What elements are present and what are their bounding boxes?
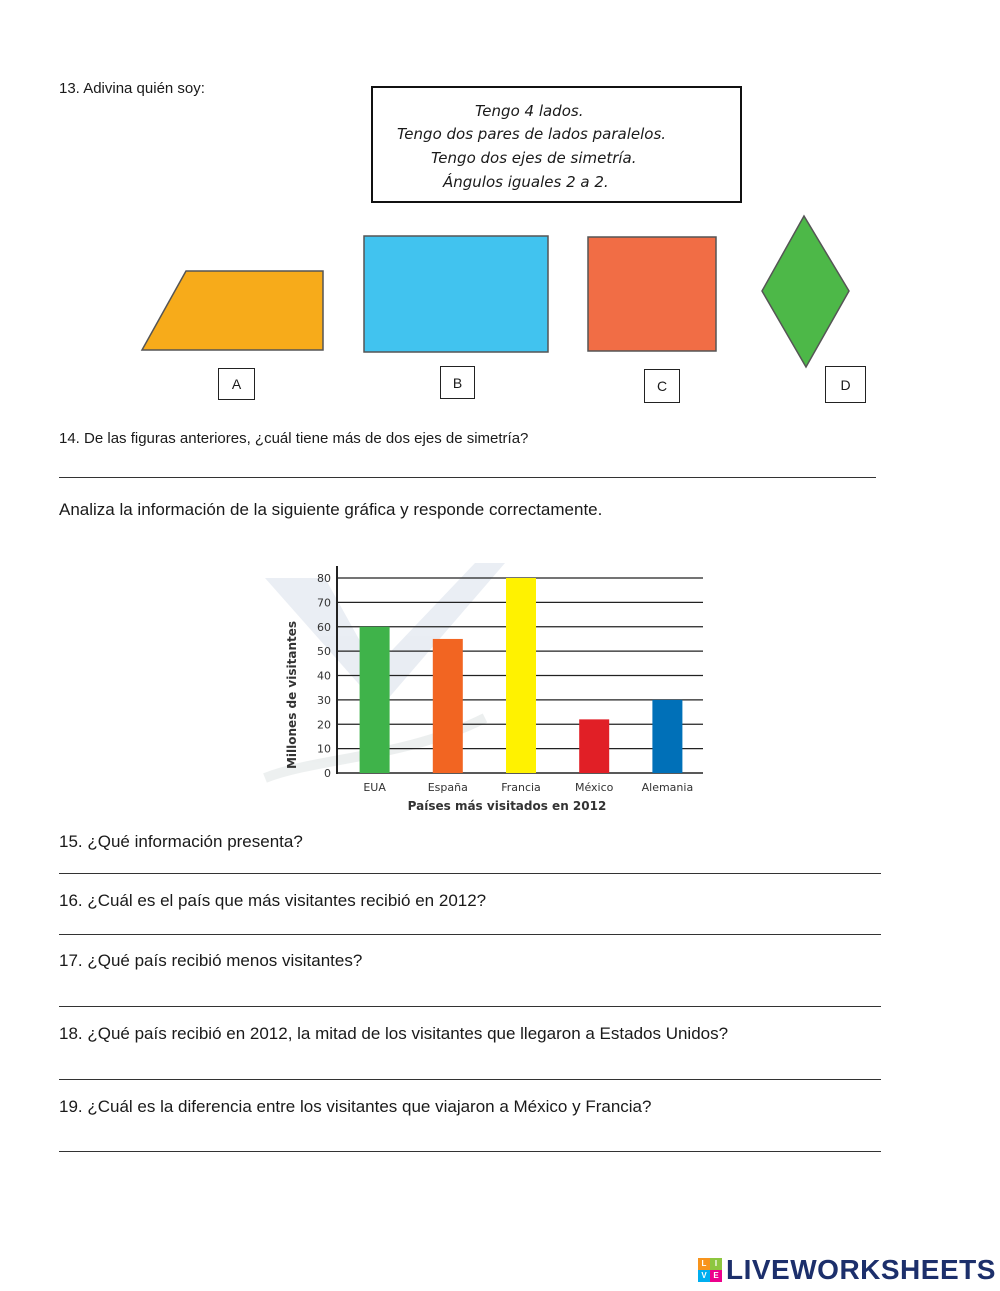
answer-line-16[interactable] [59, 934, 881, 935]
chart-instruction: Analiza la información de la siguiente gráfica y responde correctamente. [59, 500, 603, 519]
logo-text: LIVEWORKSHEETS [726, 1254, 996, 1285]
y-tick-label: 50 [317, 645, 331, 659]
parallelogram-shape [142, 271, 323, 350]
y-tick-label: 0 [324, 767, 331, 780]
question-19: 19. ¿Cuál es la diferencia entre los visitantes que viajaron a México y Francia? [59, 1097, 652, 1116]
x-tick-label: España [427, 781, 468, 794]
bar-francia [506, 578, 536, 773]
option-d-box[interactable]: D [825, 366, 866, 403]
bar-chart [255, 558, 725, 820]
bar-alemania [652, 700, 682, 773]
option-c-box[interactable]: C [644, 369, 680, 403]
bar-españa [433, 639, 463, 773]
answer-line-19[interactable] [59, 1151, 881, 1152]
logo-badge-e: E [710, 1270, 722, 1282]
x-tick-label: EUA [363, 781, 386, 794]
liveworksheets-logo [698, 1254, 996, 1286]
answer-line-18[interactable] [59, 1079, 881, 1080]
y-tick-label: 20 [317, 718, 331, 732]
answer-line-15[interactable] [59, 873, 881, 874]
option-b-box[interactable]: B [440, 366, 475, 399]
question-18: 18. ¿Qué país recibió en 2012, la mitad de los visitantes que llegaron a Estados Unidos? [59, 1024, 729, 1043]
x-tick-label: México [574, 781, 614, 794]
square-shape [588, 237, 716, 351]
y-tick-label: 60 [317, 620, 331, 634]
rhombus-shape [762, 216, 849, 367]
option-a-box[interactable]: A [218, 368, 255, 400]
question-14: 14. De las figuras anteriores, ¿cuál tiene más de dos ejes de simetría? [59, 430, 529, 447]
logo-badge [698, 1258, 722, 1282]
question-13-label: 13. Adivina quién soy: [59, 80, 205, 97]
x-tick-label: Francia [501, 781, 541, 794]
y-tick-label: 10 [317, 742, 331, 756]
riddle-line-1: Tengo 4 lados. [475, 102, 584, 120]
y-tick-label: 70 [317, 596, 331, 610]
y-tick-label: 30 [317, 693, 331, 707]
y-tick-label: 40 [317, 669, 331, 683]
bar-eua [360, 627, 390, 773]
question-17: 17. ¿Qué país recibió menos visitantes? [59, 951, 363, 970]
riddle-line-4: Ángulos iguales 2 a 2. [443, 173, 609, 191]
x-tick-label: Alemania [641, 781, 694, 794]
logo-badge-i: I [710, 1258, 722, 1270]
question-16: 16. ¿Cuál es el país que más visitantes recibió en 2012? [59, 891, 487, 910]
logo-badge-v: V [698, 1270, 710, 1282]
riddle-line-3: Tengo dos ejes de simetría. [431, 149, 637, 167]
y-axis-label: Millones de visitantes [285, 620, 299, 770]
answer-line-17[interactable] [59, 1006, 881, 1007]
rectangle-shape [364, 236, 548, 352]
logo-badge-l: L [698, 1258, 710, 1270]
answer-line-14[interactable] [59, 477, 876, 478]
bar-méxico [579, 719, 609, 773]
riddle-line-2: Tengo dos pares de lados paralelos. [397, 125, 667, 143]
question-15: 15. ¿Qué información presenta? [59, 832, 303, 851]
shapes-figure [0, 0, 1000, 420]
y-tick-label: 80 [317, 572, 331, 585]
x-axis-label: Países más visitados en 2012 [407, 799, 607, 813]
